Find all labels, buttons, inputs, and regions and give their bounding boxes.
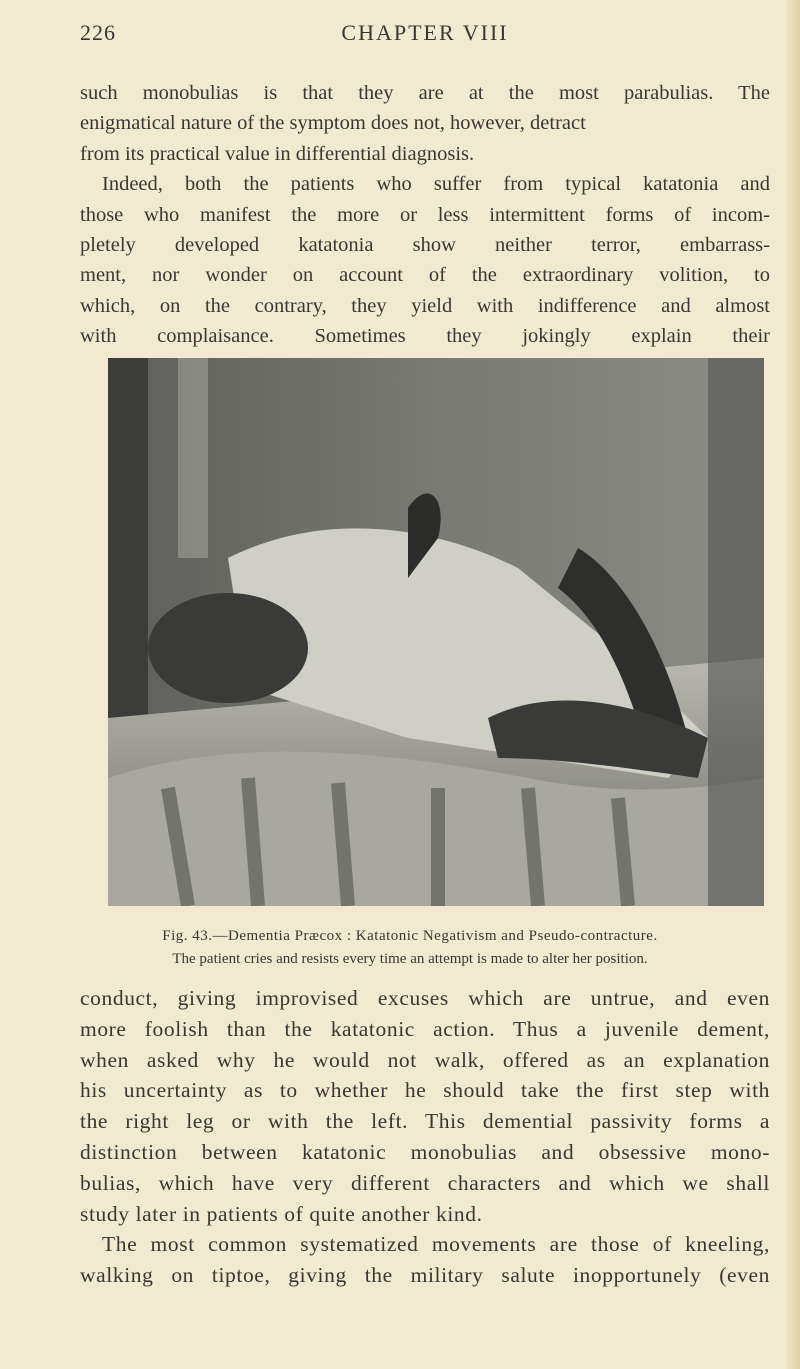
bottom-paragraphs	[80, 983, 770, 1291]
running-head: CHAPTER VIII	[341, 20, 509, 45]
text-line: from its practical value in differential diagnosis.	[80, 142, 475, 165]
text-line: enigmatical nature of the symptom does not, however, detract	[80, 112, 586, 135]
page-number: 226	[80, 20, 116, 45]
figure-caption-title: Fig. 43.—Dementia Præcox : Katatonic Negativism and Pseudo-contracture.	[162, 928, 658, 944]
top-paragraphs	[80, 78, 770, 352]
photograph-image	[108, 358, 764, 906]
text-line: his uncertainty as to whether he should take the first step with	[80, 1078, 770, 1103]
text-line: walking on tiptoe, giving the military salute inopportunely (even	[80, 1263, 770, 1288]
text-line: when asked why he would not walk, offered as an explanation	[80, 1047, 770, 1072]
text-line: study later in patients of quite another kind.	[80, 1201, 483, 1226]
text-line: with complaisance. Sometimes they jokingly explain their	[80, 325, 770, 348]
figure-caption-text: The patient cries and resists every time an attempt is made to alter her position.	[172, 951, 648, 967]
text-line: distinction between katatonic monobulias and obsessive mono-	[80, 1139, 770, 1164]
text-line: such monobulias is that they are at the most parabulias. The	[80, 82, 770, 104]
page-edge	[786, 0, 800, 1369]
text-line: pletely developed katatonia show neither terror, embarrass-	[80, 234, 770, 257]
text-line: more foolish than the katatonic action. Thus a juvenile dement,	[80, 1016, 770, 1041]
text-line: bulias, which have very different characters and which we shall	[80, 1170, 770, 1195]
patient-photograph	[108, 358, 764, 906]
text-line: The most common systematized movements are those of kneeling,	[102, 1232, 770, 1257]
text-line: ment, nor wonder on account of the extraordinary volition, to	[80, 264, 770, 287]
text-line: those who manifest the more or less intermittent forms of incom-	[80, 203, 770, 226]
text-line: which, on the contrary, they yield with indifference and almost	[80, 294, 770, 317]
text-line: the right leg or with the left. This demential passivity forms a	[80, 1109, 770, 1134]
page-header	[80, 20, 770, 60]
text-line: conduct, giving improvised excuses which are untrue, and even	[80, 986, 770, 1010]
text-line: Indeed, both the patients who suffer from typical katatonia and	[102, 173, 770, 196]
